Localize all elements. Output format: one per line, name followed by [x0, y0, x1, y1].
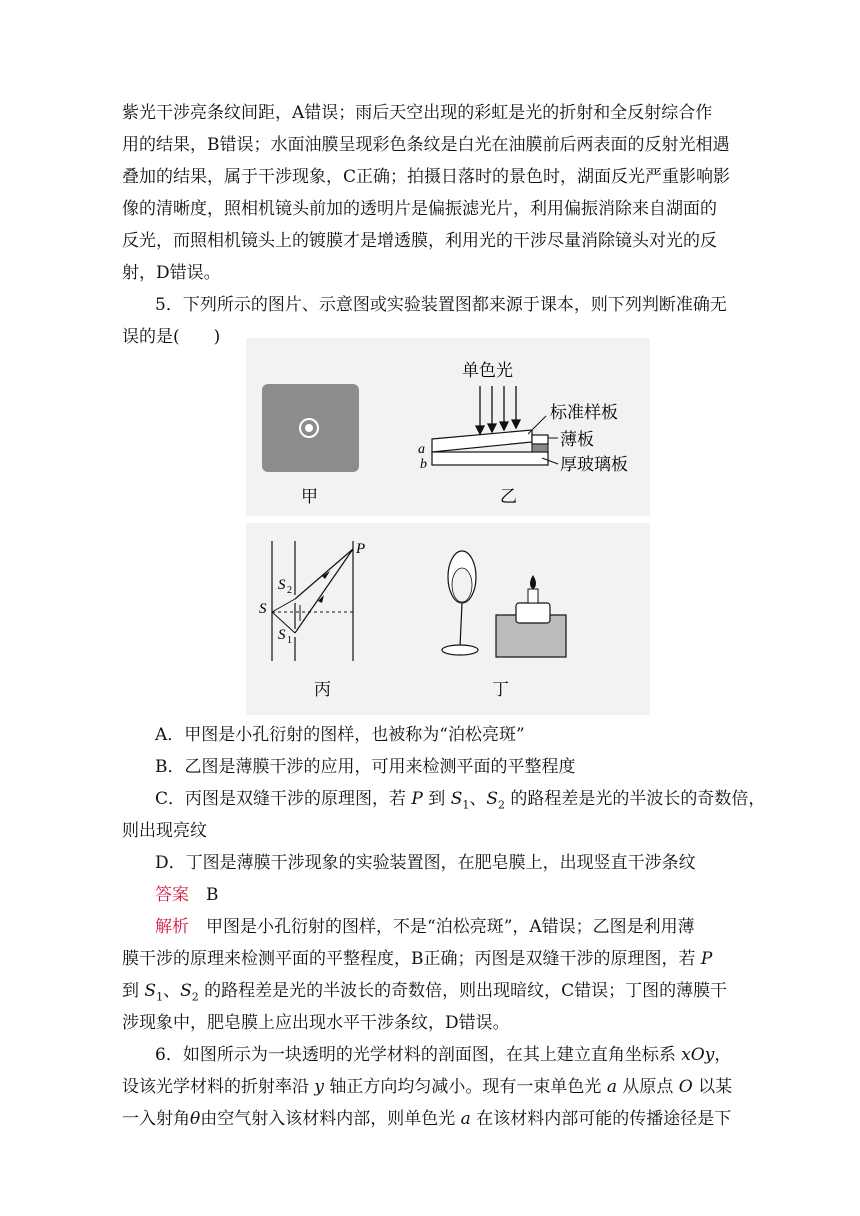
q6-text: 在该材料内部可能的传播途径是下 [470, 1109, 732, 1129]
option-c-text: 到 [422, 789, 451, 809]
var-p: P [700, 949, 713, 969]
label-standard-plate: 标准样板 [550, 403, 618, 422]
q6-text: ， [714, 1045, 732, 1065]
answer-label: 答案 [155, 885, 189, 905]
text-line: 紫光干涉亮条纹间距，A错误；雨后天空出现的彩虹是光的折射和全反射综合作 [122, 103, 713, 123]
answer-value: B [206, 885, 219, 905]
analysis-text: 甲图是小孔衍射的图样，不是“泊松亮斑”，A错误；乙图是利用薄 [206, 917, 695, 937]
q6-text: 轴正方向均匀减小。现有一束单色光 [324, 1077, 607, 1097]
analysis-line4: 涉现象中，肥皂膜上应出现水平干涉条纹，D错误。 [122, 1013, 510, 1033]
analysis-text: 膜干涉的原理来检测平面的平整程度，B正确；丙图是双缝干涉的原理图，若 [122, 949, 701, 969]
analysis-text: 的路程差是光的半波长的奇数倍，则出现暗纹，C错误；丁图的薄膜干 [198, 981, 728, 1001]
option-c-text: C．丙图是双缝干涉的原理图，若 [155, 789, 412, 809]
analysis-text: 、 [163, 981, 181, 1001]
var-a: a [460, 1109, 471, 1129]
caption-jia: 甲 [301, 487, 318, 506]
figure-top [246, 338, 650, 516]
caption-bing: 丙 [314, 680, 331, 699]
text-line: 像的清晰度，照相机镜头前加的透明片是偏振滤光片，利用偏振消除来自湖面的 [122, 199, 717, 219]
label-monochromatic: 单色光 [462, 361, 513, 380]
var-a: a [606, 1077, 617, 1097]
option-c-text: 的路程差是光的半波长的奇数倍， [505, 789, 766, 809]
thin-plate [532, 435, 548, 444]
sub-1: 1 [156, 990, 164, 1004]
analysis-line1 [155, 912, 695, 937]
var-theta: θ [190, 1109, 201, 1129]
sub-2: 2 [191, 990, 199, 1004]
analysis-line3 [122, 976, 727, 1003]
q6-line3 [122, 1104, 731, 1129]
text-line: 射，D错误。 [122, 263, 221, 283]
leader-line [528, 416, 546, 434]
sub-1: 1 [462, 798, 470, 812]
option-b: B．乙图是薄膜干涉的应用，可用来检测平面的平整程度 [155, 757, 576, 777]
light-arrows [476, 386, 520, 434]
q5-stem-2: 误的是( ) [122, 327, 221, 347]
option-c-text: 、 [469, 789, 487, 809]
option-d: D．丁图是薄膜干涉现象的实验装置图，在肥皂膜上，出现竖直干涉条纹 [155, 853, 696, 873]
caption-yi: 乙 [500, 487, 517, 506]
var-s: S [450, 789, 463, 809]
var-s: S [144, 981, 157, 1001]
label-a: a [418, 442, 425, 457]
var-s: S [180, 981, 192, 1001]
label-P: P [356, 541, 366, 557]
analysis-label: 解析 [155, 917, 189, 937]
label-thin-plate: 薄板 [560, 430, 594, 449]
q6-text: 设该光学材料的折射率沿 [122, 1077, 315, 1097]
q6-line2 [122, 1072, 732, 1097]
figure-bottom-svg [246, 523, 650, 715]
label-b: b [420, 457, 427, 472]
answer [155, 880, 219, 905]
soap-film [452, 568, 472, 602]
sub-2: 2 [498, 798, 505, 812]
label-S2: S [278, 577, 286, 593]
ray-s-s2 [272, 599, 295, 612]
alcohol-lamp [516, 603, 550, 623]
var-xoy: xOy [681, 1045, 715, 1065]
label-S: S [259, 601, 267, 617]
q5-stem: 5．下列所示的图片、示意图或实验装置图都来源于课本，则下列判断准确无 [155, 295, 727, 315]
stand-rod [460, 603, 462, 647]
label-S2-sub: 2 [287, 585, 292, 596]
standard-plate [432, 430, 532, 452]
figure-bottom [246, 523, 650, 715]
flame-icon [530, 575, 536, 589]
q6-line1 [155, 1040, 731, 1065]
q6-text: 6．如图所示为一块透明的光学材料的剖面图，在其上建立直角坐标系 [155, 1045, 682, 1065]
option-a: A．甲图是小孔衍射的图样，也被称为“泊松亮斑” [155, 725, 525, 745]
figure-top-svg [246, 338, 650, 516]
analysis-text: 到 [122, 981, 145, 1001]
option-c [155, 784, 765, 811]
q6-text: 一入射角 [122, 1109, 190, 1129]
option-c-line2: 则出现亮纹 [122, 821, 207, 841]
analysis-line2 [122, 944, 712, 969]
q6-text: 以某 [692, 1077, 733, 1097]
text-line: 叠加的结果，属于干涉现象，C正确；拍摄日落时的景色时，湖面反光严重影响影 [122, 167, 731, 187]
var-p: P [411, 789, 423, 809]
text-line: 反光，而照相机镜头上的镀膜才是增透膜，利用光的干涉尽量消除镜头对光的反 [122, 231, 717, 251]
text-line: 用的结果，B错误；水面油膜呈现彩色条纹是白光在油膜前后两表面的反射光相遇 [122, 135, 730, 155]
aperture-center [305, 424, 313, 432]
label-S1: S [278, 627, 286, 643]
stand-base [442, 645, 478, 655]
var-y: y [314, 1077, 325, 1097]
q6-text: 由空气射入该材料内部，则单色光 [200, 1109, 461, 1129]
caption-ding: 丁 [492, 680, 509, 699]
lamp-wick [528, 589, 538, 603]
q6-text: 从原点 [616, 1077, 679, 1097]
label-S1-sub: 1 [287, 635, 292, 646]
label-thick-glass: 厚玻璃板 [560, 455, 628, 474]
var-o: O [678, 1077, 693, 1097]
var-s: S [486, 789, 498, 809]
thin-plate-hatch [532, 444, 548, 452]
thick-glass-plate [432, 452, 548, 465]
